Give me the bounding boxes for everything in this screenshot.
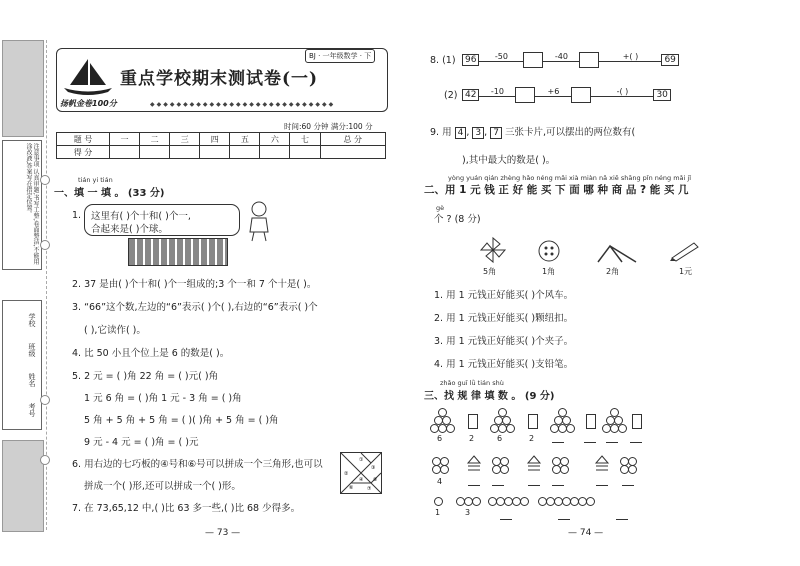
q8-chain-2 <box>462 87 671 103</box>
section3-pinyin: zhǎo guī lǜ tián shù <box>440 379 504 387</box>
clip-icon <box>596 242 640 264</box>
stacked-triangle-icon <box>594 455 610 475</box>
price-label: 2角 <box>606 267 620 276</box>
pattern-number: 6 <box>437 434 443 443</box>
field-class[interactable]: 班级 <box>28 343 36 357</box>
q1-speech-bubble <box>84 204 240 236</box>
table-cell: 六 <box>260 133 290 146</box>
chain-box: 69 <box>661 54 678 66</box>
field-exam-no[interactable]: 考号 <box>28 403 36 417</box>
score-cell[interactable] <box>230 146 260 159</box>
score-cell[interactable] <box>140 146 170 159</box>
answer-blank[interactable] <box>606 442 618 443</box>
pattern-number: 2 <box>469 434 475 443</box>
time-info: 时间:60 分钟 满分:100 分 <box>284 122 373 131</box>
field-name[interactable]: 姓名 <box>28 373 36 387</box>
chain-blank-box[interactable] <box>515 87 535 103</box>
pattern-circle <box>472 497 481 506</box>
answer-blank[interactable] <box>468 485 480 486</box>
answer-blank[interactable] <box>596 485 608 486</box>
tangram-label: ① <box>359 457 364 463</box>
q1-number: 1. <box>72 210 82 221</box>
q9-line1: 9. 用 4 , 3 , 7 三张卡片,可以摆出的两位数有( <box>430 127 636 138</box>
pattern-rect <box>586 414 596 429</box>
decorative-stars: ◆◆◆◆◆◆◆◆◆◆◆◆◆◆◆◆◆◆◆◆◆◆◆◆◆◆◆◆ <box>150 101 336 108</box>
digit-card: 4 <box>455 127 467 139</box>
section2-pinyin: yòng yuán qián zhèng hǎo néng mǎi xià miàn nǎ xiē shāng pǐn néng mǎi jǐ <box>448 174 692 182</box>
student-info-fields <box>2 300 42 430</box>
q8-label-2: (2) <box>444 90 458 101</box>
digit-card: 7 <box>490 127 502 139</box>
tangram-label: ④ <box>359 477 364 483</box>
section2-q1: 1. 用 1 元钱正好能买( )个风车。 <box>434 290 574 301</box>
chain-box: 96 <box>462 54 479 66</box>
pattern-number: 6 <box>497 434 503 443</box>
chain-blank-box[interactable] <box>571 87 591 103</box>
price-label: 1角 <box>542 267 556 276</box>
digit-card: 3 <box>472 127 484 139</box>
table-cell: 总 分 <box>320 133 385 146</box>
section2-q4: 4. 用 1 元钱正好能买( )支铅笔。 <box>434 359 574 370</box>
book-tag: BJ · 一年级数学 · 下 <box>305 49 375 63</box>
binding-hole <box>40 395 50 405</box>
brand-text: 扬帆金卷100分 <box>60 99 117 108</box>
pattern-circle <box>618 424 627 433</box>
score-table <box>56 132 386 159</box>
answer-blank[interactable] <box>622 485 634 486</box>
q1-bubble-line1: 这里有( )个十和( )个一, <box>91 211 191 222</box>
chain-box: 42 <box>462 89 479 101</box>
tangram-label: ⑤ <box>373 477 378 483</box>
answer-blank[interactable] <box>630 442 642 443</box>
chain-arrow: -40 <box>543 52 579 62</box>
pattern-number: 2 <box>529 434 535 443</box>
answer-blank[interactable] <box>616 519 628 520</box>
chain-arrow: -( ) <box>591 87 653 97</box>
pattern-circle <box>506 424 515 433</box>
pattern-circle <box>566 424 575 433</box>
question-6-line2: 拼成一个( )形,还可以拼成一个( )形。 <box>84 481 241 492</box>
chain-arrow: -10 <box>479 87 515 97</box>
binding-hole <box>40 240 50 250</box>
pattern-row-3 <box>430 495 640 525</box>
pattern-number: 3 <box>465 508 471 517</box>
section2-q3: 3. 用 1 元钱正好能买( )个夹子。 <box>434 336 574 347</box>
q8-chain-1 <box>462 52 679 68</box>
binding-strip-bottom <box>2 440 44 532</box>
section1-heading: 一、填 一 填 。 (33 分) <box>54 188 165 199</box>
answer-blank[interactable] <box>500 519 512 520</box>
stacked-triangle-icon <box>466 455 482 475</box>
answer-blank[interactable] <box>528 485 540 486</box>
side-notice: 注意事项 认真审题,书写工整,卷面整洁,不能用涂改液,答案写在指定位置。 <box>2 140 42 270</box>
tangram-label: ⑦ <box>367 486 372 492</box>
price-label: 5角 <box>483 267 497 276</box>
question-3-line2: ( ),它读作( )。 <box>84 325 146 336</box>
question-5-line1: 5. 2 元 = ( )角 22 角 = ( )元( )角 <box>72 371 219 382</box>
pattern-circle <box>434 497 443 506</box>
pattern-circle <box>500 465 509 474</box>
chain-box: 30 <box>653 89 670 101</box>
table-cell: 二 <box>140 133 170 146</box>
answer-blank[interactable] <box>552 442 564 443</box>
pattern-circle <box>560 465 569 474</box>
page-title: 重点学校期末测试卷(一) <box>120 69 319 89</box>
section2-heading: 二、用 1 元 钱 正 好 能 买 下 面 哪 种 商 品 ? 能 买 几 <box>424 184 689 196</box>
table-cell: 四 <box>200 133 230 146</box>
price-label: 1元 <box>679 267 693 276</box>
sailboat-logo-icon <box>60 55 116 100</box>
binding-strip-top <box>2 40 44 137</box>
stacked-triangle-icon <box>526 455 542 475</box>
tangram-label: ⑥ <box>349 485 354 491</box>
pinwheel-icon <box>478 236 508 264</box>
binding-hole <box>40 175 50 185</box>
pattern-number: 1 <box>435 508 441 517</box>
pattern-row-1 <box>430 408 640 448</box>
chain-arrow: +6 <box>535 87 571 97</box>
tangram-picture <box>340 452 382 494</box>
question-5-line2: 1 元 6 角 = ( )角 1 元 - 3 角 = ( )角 <box>84 393 242 404</box>
button-icon <box>537 239 561 263</box>
section2-q2: 2. 用 1 元钱正好能买( )颗纽扣。 <box>434 313 574 324</box>
pencil-icon <box>668 240 700 262</box>
binding-hole <box>40 455 50 465</box>
pattern-circle <box>446 424 455 433</box>
table-cell: 三 <box>170 133 200 146</box>
section2-pinyin-2: gè <box>436 204 445 212</box>
pattern-number: 4 <box>437 477 443 486</box>
pattern-circle <box>628 465 637 474</box>
chain-arrow: +( ) <box>599 52 661 62</box>
page-number-right: — 74 — <box>568 528 604 538</box>
pattern-row-2 <box>430 455 640 489</box>
chain-blank-box[interactable] <box>579 52 599 68</box>
pattern-circle <box>440 465 449 474</box>
score-cell[interactable] <box>260 146 290 159</box>
score-table-score-row <box>57 146 386 159</box>
answer-blank[interactable] <box>492 485 504 486</box>
chain-blank-box[interactable] <box>523 52 543 68</box>
score-cell[interactable] <box>110 146 140 159</box>
q8-label-1: 8. (1) <box>430 55 456 66</box>
score-cell[interactable] <box>290 146 320 159</box>
section3-heading: 三、找 规 律 填 数 。 (9 分) <box>424 391 555 402</box>
pattern-rect <box>528 414 538 429</box>
field-school[interactable]: 学校 <box>28 313 36 327</box>
score-table-header-row <box>57 133 386 146</box>
question-5-line4: 9 元 - 4 元 = ( )角 = ( )元 <box>84 437 199 448</box>
score-cell[interactable] <box>170 146 200 159</box>
bead-abacus-picture <box>128 238 228 266</box>
score-cell[interactable] <box>320 146 385 159</box>
table-cell: 题 号 <box>57 133 110 146</box>
question-7: 7. 在 73,65,12 中,( )比 63 多一些,( )比 68 少得多。 <box>72 503 301 514</box>
answer-blank[interactable] <box>584 442 596 443</box>
pattern-rect <box>632 414 642 429</box>
q1-bubble-line2: 合起来是( )个球。 <box>91 224 168 235</box>
child-figure-icon <box>244 200 274 242</box>
tangram-label: ② <box>344 471 349 477</box>
question-4: 4. 比 50 小且个位上是 6 的数是( )。 <box>72 348 230 359</box>
section1-pinyin: tián yi tián <box>78 176 113 184</box>
table-cell: 五 <box>230 133 260 146</box>
question-2: 2. 37 是由( )个十和( )个一组成的;3 个一和 7 个十是( )。 <box>72 279 317 290</box>
table-cell: 一 <box>110 133 140 146</box>
question-3-line1: 3. “66”这个数,左边的“6”表示( )个( ),右边的“6”表示( )个 <box>72 302 318 313</box>
chain-arrow: -50 <box>479 52 523 62</box>
question-5-line3: 5 角 + 5 角 + 5 角 = ( )( )角 + 5 角 = ( )角 <box>84 415 279 426</box>
q9-line2: ),其中最大的数是( )。 <box>462 155 556 166</box>
pattern-rect <box>468 414 478 429</box>
pattern-circle <box>586 497 595 506</box>
answer-blank[interactable] <box>552 485 564 486</box>
pattern-circle <box>520 497 529 506</box>
question-6-line1: 6. 用右边的七巧板的④号和⑥号可以拼成一个三角形,也可以 <box>72 459 323 470</box>
table-cell: 七 <box>290 133 320 146</box>
page-number-left: — 73 — <box>205 528 241 538</box>
table-cell: 得 分 <box>57 146 110 159</box>
answer-blank[interactable] <box>558 519 570 520</box>
section2-heading-2: 个 ? (8 分) <box>434 214 481 225</box>
score-cell[interactable] <box>200 146 230 159</box>
tangram-label: ③ <box>371 465 376 471</box>
